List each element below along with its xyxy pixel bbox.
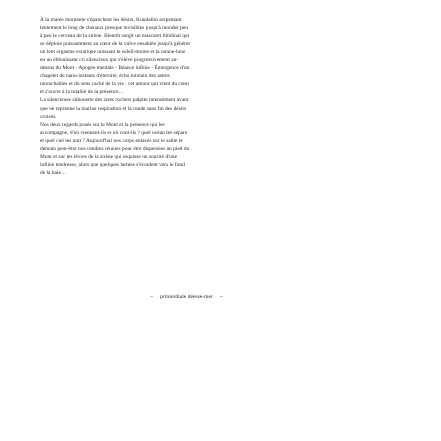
prose-body [40, 16, 332, 177]
paragraph-2: La silencieuse silhouette des rares rochers palpite intensément avant que ne reprenne la marine respiration et la ronde sans fin des désirs croisés. [40, 97, 189, 120]
caption: ~ primordiale déesse-mer ~ [150, 294, 223, 300]
paragraph-3: Nos deux regards posés sur le Mont et la présence qui les accompagne, d'où viennent-ils et où vont-ils ? quel océan les sépare et quel ciel les unit ? Aujourd'hui nos corps enlacés sur le sable et demain peut-être nos cendres réunies pour être dispersées au pied du Mont et sur les lèvres de la sirène qui esquisse un sourire d'une infinie tendresse, alors que quelques larmes s'écoulent vers le fond de la baie… [40, 121, 190, 176]
paragraph-1: À la marée montante s'épanchent les désirs, Kundalini serpentant lentement le long de chenaux presque invisibles jusqu'à inonder peu à peu le cerveau de la sirène. Bientôt surgit un mascaret libidinal qui se déploie puissamment au cœur de la vulve ensablée jusqu'à générer un lent orgasme extatique unissant le soleil-moine et la nonne-lune en un éblouissant cri silencieux qui s'élève progressivement au- dessus du Mont - Apogée mentale - Béance infinie - Émergence d'un chapelet de nano-instants d'éternité, écho lointain des astres intouchables et du sens caché de la vie : cet amour qui vient du cœur et s'ouvre à la totalité de la présence… [40, 17, 191, 96]
